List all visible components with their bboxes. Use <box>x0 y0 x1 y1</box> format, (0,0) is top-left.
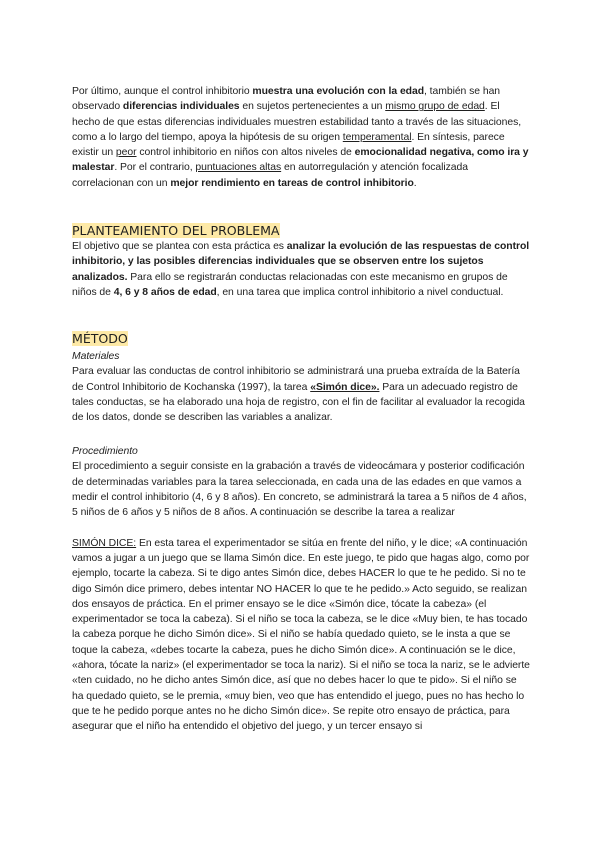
intro-text: Por último, aunque el control inhibitorio <box>72 86 253 97</box>
intro-bold: mejor rendimiento en tareas de control inhibitorio <box>170 177 414 189</box>
procedimiento-paragraph: El procedimiento a seguir consiste en la grabación a través de videocámara y posterior codificación de determinadas variables para la tarea seleccionada, en cada una de las edades en que vamos a medir el control inhibitorio (4, 6 y 8 años). En concreto, se administrará la tarea a 5 niños de 4 años, 5 niños de 6 años y 5 niños de 8 años. A continuación se describe la tarea a realizar <box>72 461 527 519</box>
intro-text: . El hecho de que estas diferencias individuales muestren estabilidad tanto a través de las situaciones, como a lo largo del tiempo, apoya la hipótesis de su origen <box>72 101 522 143</box>
planteamiento-bold: 4, 6 y 8 años de edad <box>113 286 217 298</box>
intro-paragraph <box>72 84 530 191</box>
intro-bold: muestra una evolución con la edad <box>252 86 424 97</box>
intro-bold: diferencias individuales <box>122 101 240 113</box>
planteamiento-text: , en una tarea que implica control inhibitorio a nivel conductual. <box>216 286 504 298</box>
materiales-subheading: Materiales <box>72 351 120 363</box>
planteamiento-text: El objetivo que se plantea con esta práctica es <box>72 241 287 253</box>
planteamiento-heading-text: PLANTEAMIENTO DEL PROBLEMA <box>72 223 280 239</box>
intro-underline: puntuaciones altas <box>195 162 282 174</box>
simon-dice-paragraph <box>72 536 530 735</box>
materiales-text: Para un adecuado registro de tales conductas, se ha elaborado una hoja de registro, con el fin de facilitar al evaluador la recogida de los datos, donde se describen las variables a analizar. <box>72 381 525 424</box>
metodo-heading <box>72 331 530 347</box>
procedimiento-subheading: Procedimiento <box>72 446 138 458</box>
intro-text: en autorregulación y atención focalizada correlacionan con un <box>72 162 468 189</box>
intro-underline: peor <box>115 147 137 159</box>
materiales-task-name: «Simón dice». <box>310 381 380 393</box>
materiales-text: Para evaluar las conductas de control inhibitorio se administrará una prueba extraída de la Batería de Control Inhibitorio de Kochanska (1997), la tarea <box>72 366 520 393</box>
metodo-heading-text: MÉTODO <box>72 331 128 347</box>
planteamiento-bold: analizar la evolución de las respuestas de control inhibitorio, y las posibles diferencias individuales que se observen entre los sujetos analizados. <box>72 241 530 283</box>
intro-text: en sujetos pertenecientes a un <box>239 101 386 113</box>
intro-text: control inhibitorio en niños con altos niveles de <box>136 147 355 159</box>
intro-text: . En síntesis, parece existir un <box>72 131 505 159</box>
intro-underline: temperamental <box>342 131 412 143</box>
intro-text: , también se han observado <box>72 86 501 113</box>
planteamiento-text: Para ello se registrarán conductas relacionadas con este mecanismo en grupos de niños de <box>72 271 508 298</box>
intro-text: . <box>413 177 417 189</box>
intro-underline: mismo grupo de edad <box>385 101 485 113</box>
planteamiento-heading <box>72 223 530 239</box>
planteamiento-paragraph <box>72 239 530 300</box>
simon-dice-text: En esta tarea el experimentador se sitúa en frente del niño, y le dice; «A continuación vamos a jugar a un juego que se llama Simón dice. En este juego, te pido que hagas algo, como por ejemplo, tocarte la cabeza. Si te digo antes Simón dice, debes HACER lo que te he pedido. Si no te digo Simón dice primero, debes intentar NO HACER lo que te he pedido.» Acto seguido, se realizan dos ensayos de práctica. En el primer ensayo se le dice «Simón dice, tócate la cabeza» (el experimentador se toca la cabeza). Si el niño se toca la cabeza, se le dice «Muy bien, te has tocado la cabeza porque he dicho Simón dice». Si el niño se había quedado quieto, se le insta a que se toque la cabeza, «debes tocarte la cabeza, pues he dicho Simón dice». A continuación se le dice, «ahora, tócate la nariz» (el experimentador se toca la nariz). Si el niño se toca la nariz, se le advierte «ten cuidado, no he dicho antes Simón dice, así que no debes hacer lo que te pido». Si el niño se ha quedado quieto, se le premia, «muy bien, veo que has entendido el juego, pues no has hecho lo que te he pedido porque antes no he dicho Simón dice». Se repite otro ensayo de práctica, para asegurar que el niño ha entendido el objetivo del juego, y un tercer ensayo si <box>72 537 530 733</box>
document-page <box>72 84 530 735</box>
simon-dice-label: SIMÓN DICE: <box>72 537 137 549</box>
materiales-paragraph <box>72 364 530 425</box>
intro-text: . Por el contrario, <box>114 162 196 174</box>
intro-bold: emocionalidad negativa, como ira y malestar <box>72 147 529 174</box>
